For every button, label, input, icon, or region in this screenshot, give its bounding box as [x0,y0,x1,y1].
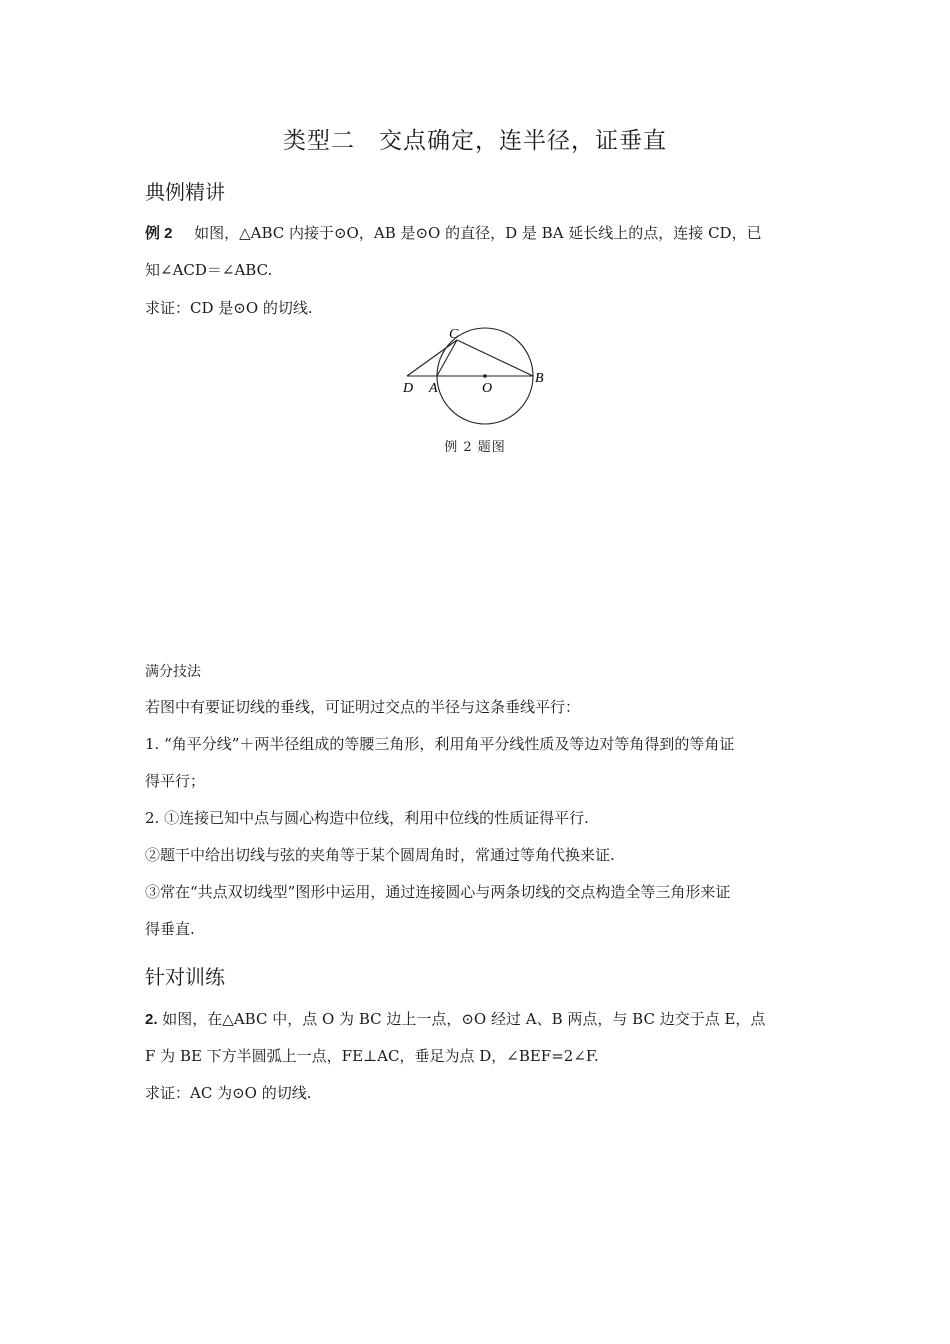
problem-2-prove-line: 求证：AC 为⊙O 的切线. [145,1084,312,1102]
problem-2-line-2: F 为 BE 下方半圆弧上一点，FE⊥AC，垂足为点 D，∠BEF=2∠F. [145,1047,599,1065]
example-2-line-1 [145,223,762,244]
problem-label: 2. [145,1011,158,1028]
tips-intro: 若图中有要证切线的垂线，可证明过交点的半径与这条垂线平行： [145,698,581,716]
label-b: B [535,371,544,386]
label-c: C [449,327,459,342]
tips-item-1-line-2: 得平行； [145,772,206,790]
example-2-line-2: 知∠ACD＝∠ABC. [145,261,273,279]
problem-2-line-1 [145,1009,765,1030]
geometry-figure [395,322,555,432]
tips-heading: 满分技法 [145,664,201,680]
tips-item-2-2: ②题干中给出切线与弦的夹角等于某个圆周角时，常通过等角代换来证. [145,846,615,864]
example-label: 例 2 [145,225,173,242]
label-o: O [482,381,493,396]
tips-item-2-3-line-2: 得垂直. [145,920,195,938]
tips-item-2-1: 2. ①连接已知中点与圆心构造中位线，利用中位线的性质证得平行. [145,809,589,827]
problem-text-line-1: 如图，在△ABC 中，点 O 为 BC 边上一点，⊙O 经过 A、B 两点，与 BC 边交于点 E，点 [162,1010,766,1028]
tips-item-1-line-1: 1. “角平分线”＋两半径组成的等腰三角形，利用角平分线性质及等边对等角得到的等角证 [145,735,735,753]
section-heading-practice: 针对训练 [145,965,225,989]
example-text-line-1: 如图，△ABC 内接于⊙O，AB 是⊙O 的直径，D 是 BA 延长线上的点，连接 CD，已 [194,224,762,242]
figure-caption: 例 2 题图 [444,440,506,455]
example-2-prove-line: 求证：CD 是⊙O 的切线. [145,299,313,317]
tips-item-2-3-line-1: ③常在“共点双切线型”图形中运用，通过连接圆心与两条切线的交点构造全等三角形来证 [145,883,731,901]
center-point-o [483,374,487,378]
line-dc [407,340,457,376]
page-title: 类型二 交点确定，连半径，证垂直 [283,128,667,154]
label-a: A [429,381,438,396]
section-heading-examples: 典例精讲 [145,180,225,204]
label-d: D [403,381,414,396]
